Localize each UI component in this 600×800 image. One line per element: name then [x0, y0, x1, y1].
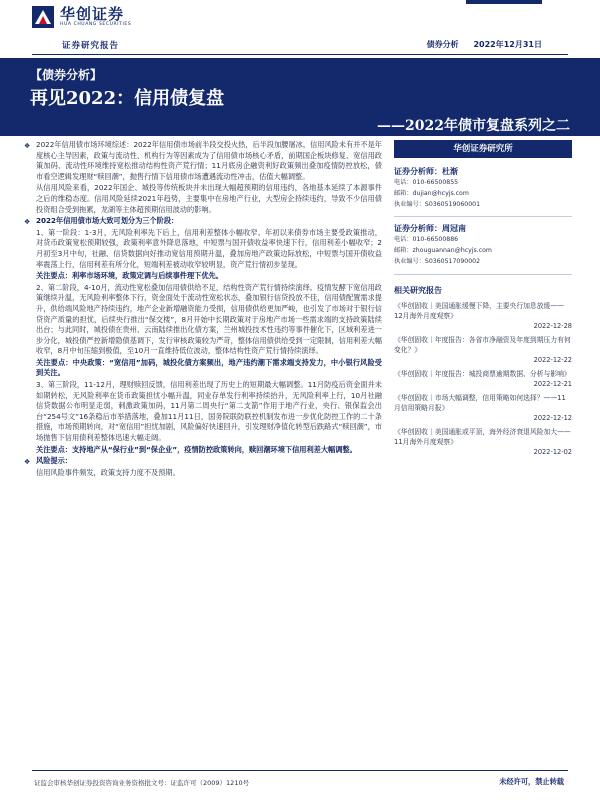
related-report[interactable]: [394, 427, 572, 457]
stage-1-text: 1、第一阶段：1-3月，无风险利率先下后上，信用利差整体小幅收窄。年初以来债券市场主要受政策推动，对货币政策宽松预期较强，政策利率意外降息落地，中短票与国开债收益率快速下行，信用利差小幅收窄；2月初至3月中旬，社融、信贷数据向好推动宽信用预期升温，叠加房地产政策边际放松，中短票与国开债收益率震荡上行，信用利差有所分化，短端利差被动收窄较明显，资产荒行情初步显现。: [36, 227, 382, 269]
summary-paragraph: [22, 216, 382, 227]
analyst-card: [394, 223, 572, 267]
stage-3-text: 3、第三阶段，11-12月，理财赎回反馈，信用利差出现了历史上的短期最大幅调整。11月防疫后资金面并未如期转松，无风险利率在货币政策担忧小幅升温，同业存单发行利率持续抬升，无风险利率上行，10月社融信贷数据公布明显走弱，刺激政策加码，11月第二周央行“第二支箭”作用于地产行业，央行、银保监会出台“254号文”16条稳后市举措落地，叠加11月11日，国务院联防联控机制发布进一步优化防控工作的二十条措施，市场预期转向，对“宽信用”担忧加剧，风险偏好快速回升，引发理财净值化转型后跌路式“赎回潮”，市场抛售下信用债利差整体迅速大幅走阔。: [36, 380, 382, 443]
stages-heading: 2022年信用债市场大致可划分为三个阶段：: [36, 216, 179, 226]
footer-disclaimer: 未经许可，禁止转载: [499, 777, 564, 786]
risk-section: [22, 456, 382, 467]
stage-1-keypoint: 关注要点：利率市场环境，政策定调与后续事件理下优先。: [36, 271, 223, 281]
analyst-email[interactable]: 邮箱：zhouguannan@hcyjs.com: [394, 247, 492, 255]
analyst-role: 证券分析师：: [394, 224, 442, 234]
analyst-name: 周冠南: [442, 224, 466, 234]
related-report[interactable]: [394, 393, 572, 423]
sidebar-divider: [394, 216, 572, 217]
analyst-phone: 电话：010-66500886: [394, 236, 459, 244]
risk-heading: 风险提示：: [36, 456, 72, 466]
research-institute-bar: 华创证券研究所: [394, 140, 572, 158]
diamond-bullet-icon: ❖: [24, 142, 31, 150]
related-report-title[interactable]: 《华创固收｜年度报告：城投商票逾期数据、分析与影响》: [394, 369, 571, 378]
key-point: [22, 358, 382, 379]
sidebar-divider: [394, 274, 572, 275]
analyst-email[interactable]: 邮箱：dujian@hcyjs.com: [394, 189, 469, 197]
related-report-date: 2022-12-28: [533, 321, 572, 330]
footer-license: 证监会审核华创证券投资咨询业务资格批文号：证监许可（2009）1210号: [34, 779, 250, 787]
summary-paragraph: [22, 183, 382, 215]
analyst-phone: 电话：010-66500855: [394, 179, 459, 186]
summary-paragraph: [22, 228, 382, 270]
company-logo: [32, 6, 131, 28]
related-report-date: 2022-12-02: [533, 447, 572, 456]
analyst-role: 证券分析师：: [394, 167, 442, 176]
related-report-title[interactable]: 《华创固收｜美国通胀缓慢下降，主要央行加息放缓——12月海外月度观察》: [394, 301, 564, 320]
page-header: [0, 0, 600, 58]
summary-paragraph: [22, 283, 382, 357]
logo-name-en: HUA CHUANG SECURITIES: [60, 22, 132, 27]
analyst-cert: 执业编号：S0360519060001: [394, 200, 481, 208]
report-date: 2022年12月31日: [473, 40, 542, 49]
related-reports-heading: 相关研究报告: [394, 285, 442, 295]
analyst-card: [394, 166, 572, 210]
summary-text-2: 从信用风险来看，2022年国企、城投等传统板块并未出现大幅超预期的信用违约，各地基本延续了本源事件之后的维稳态度。信用风险延续2021年趋势，主要集中在房地产行业，大型房企持续违约，导致不少信用债投资组合受到拖累，龙湖等主体超预期信用波动的影响。: [36, 183, 382, 214]
report-category: 债券分析: [426, 40, 459, 49]
header-meta: [415, 39, 542, 50]
title-tag: 【债券分析】: [30, 68, 103, 82]
document-type: 证券研究报告: [62, 41, 120, 51]
analyst-heading: [394, 166, 572, 178]
footer-divider: [32, 770, 568, 771]
stage-2-text: 2、第二阶段，4-10月，流动性宽松叠加信用债供给不足，结构性资产荒行情持续演绎。疫情发酵下宽信用政策继续升温，无风险利率整体下行，资金面处于流动性宽松状态，叠加银行信贷投放不佳，信用债配置需求提升，供给端风险地产持续违约，地产企业新增融资能力受损，信用债供给更加严峻，也引发了市场对于银行信贷资产质量的担忧，后续央行推出“保交楼”，8月开始中长期政策对于房地产市场一些需求端的支持政策陆续出台；与此同时，城投债在贵州、云南陆续推出化债方案，兰州城投技术性违约等事件催化下，区域利差进一步分化，城投债严控新增隐债基调下，发行审核政策较为严苛，整体信用债供给受到一定限制，信用利差大幅收窄，8月中旬压缩到极值，至10月一直维持低位波动，整体结构性资产荒行情持续演绎。: [36, 282, 382, 356]
logo-mark-icon: [32, 6, 54, 28]
related-report[interactable]: [394, 301, 572, 331]
related-report[interactable]: [394, 335, 572, 365]
related-report-date: 2022-12-21: [533, 379, 572, 388]
logo-name-cn: 华创证券: [60, 5, 125, 23]
related-report-title[interactable]: 《华创固收｜市场大幅调整，信用策略如何选择？——11月信用策略月报》: [394, 393, 566, 412]
key-point: [22, 271, 382, 282]
related-report-title[interactable]: 《华创固收｜美国通胀或平顶，海外经济衰退风险加大——11月海外月度观察》: [394, 427, 571, 446]
stage-2-keypoint: 关注要点：中央政策：“宽信用”加码，城投化债方案频出，地产违约潮下需求端支持发力，中小银行风险受到关注。: [36, 357, 382, 378]
summary-column: [22, 140, 382, 770]
summary-paragraph: [22, 380, 382, 444]
analyst-name: 杜渐: [442, 167, 458, 176]
sidebar: [394, 140, 572, 770]
related-report-title[interactable]: 《华创固收｜年度报告：各省市净融资及年度到期压力有何变化？》: [394, 335, 571, 354]
page-subtitle: ——2022年债市复盘系列之二: [377, 118, 570, 134]
header-accent-bar: [466, 0, 542, 4]
diamond-bullet-icon: ❖: [24, 218, 31, 227]
analyst-cert: 执业编号：S0360517090002: [394, 257, 481, 265]
stage-3-keypoint: 关注要点：支持地产从“保行业”到“保企业”，疫情防控政策转向，赎回潮环境下信用利差大幅调整。: [36, 444, 357, 454]
title-banner: [0, 58, 600, 136]
analyst-heading: [394, 223, 572, 235]
diamond-bullet-icon: ❖: [24, 458, 31, 467]
related-report-date: 2022-12-22: [533, 355, 572, 364]
summary-text-1: 2022年信用债市场环境综述：2022年信用债市场前半段交投火热，后半段加腰屠冰，信用风险未有并不是年度核心主导因素，政策与流动性、机构行为等因素成为了信用债市场核心矛盾，前期国企板块修复、宽信用政策加码、流动性环境维持宽松推动结构性资产荒行情；11月底房企融资利好政策频出叠加疫情防控放松，债市看空逻辑发理财“赎回潮”，抛售行情下信用债市场遭遇流动性冲击，估值大幅调整。: [36, 140, 382, 181]
page-title: 再见2022：信用债复盘: [30, 88, 225, 109]
risk-text-block: [22, 468, 382, 479]
header-divider: [32, 54, 568, 55]
key-point: [22, 445, 382, 456]
summary-paragraph: [22, 140, 382, 182]
related-report[interactable]: [394, 369, 572, 389]
risk-text: 信用风险事件频发，政策支持力度不及预期。: [36, 467, 180, 477]
related-report-date: 2022-12-12: [533, 413, 572, 422]
